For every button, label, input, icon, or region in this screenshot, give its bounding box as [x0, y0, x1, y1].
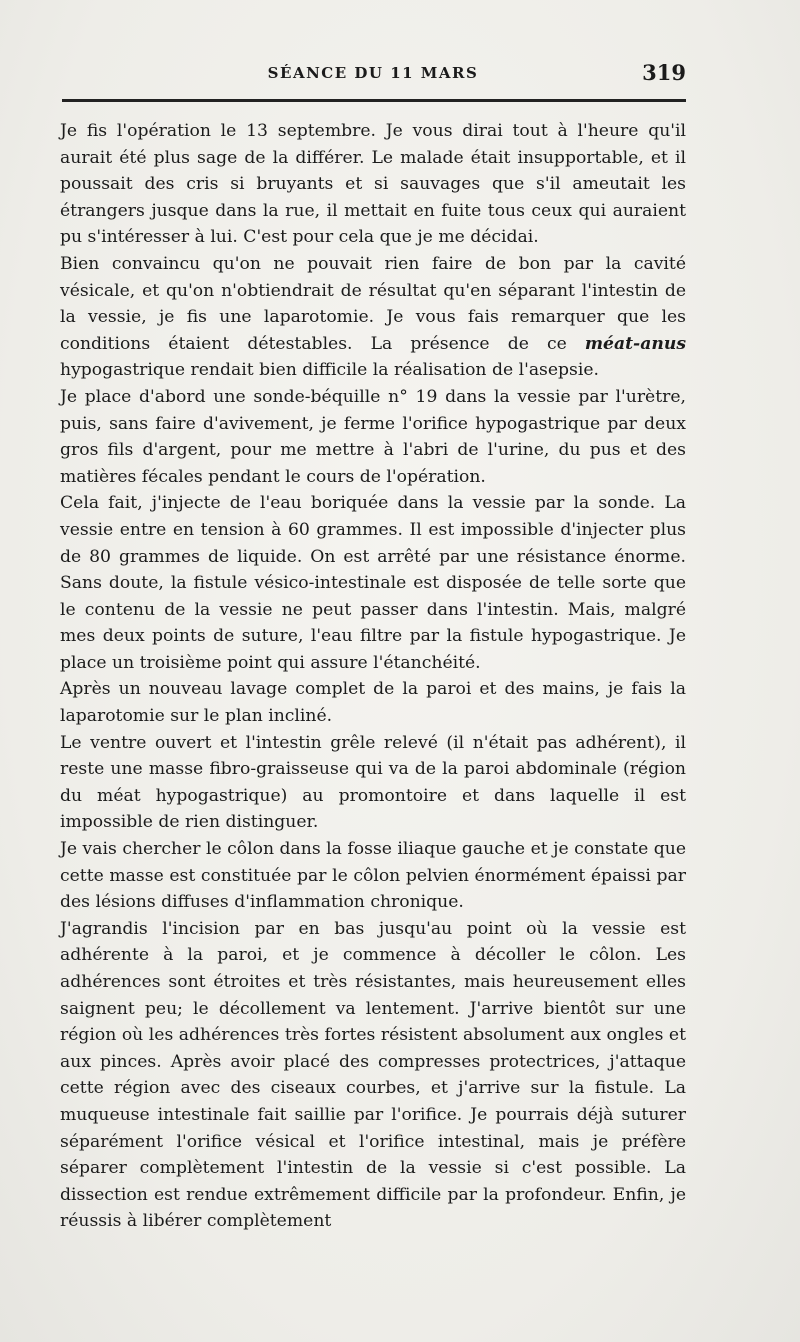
body-text — [60, 118, 686, 1235]
paragraph-4: Cela fait, j'injecte de l'eau boriquée dans la vessie par la sonde. La vessie entre en tension à 60 grammes. Il est impossible d'injecter plus de 80 grammes de liquide. On est arrêté par une résistance énorme. Sans doute, la fistule vésico-intestinale est disposée de telle sorte que le contenu de la vessie ne peut passer dans l'intestin. Mais, malgré mes deux points de suture, l'eau filtre par la fistule hypogastrique. Je place un troisième point qui assure l'étanchéité. — [60, 493, 686, 673]
paragraph-2-italic-term: méat-anus — [584, 333, 686, 354]
running-head — [60, 60, 686, 90]
running-title: SÉANCE DU 11 MARS — [267, 64, 479, 82]
paragraph-2-part-2: hypogastrique rendait bien difficile la réalisation de l'asepsie. — [60, 360, 600, 381]
page-number: 319 — [642, 60, 686, 85]
paragraph-7: Je vais chercher le côlon dans la fosse iliaque gauche et je constate que cette masse est constituée par le côlon pelvien énormément épaissi par des lésions diffuses d'inflammation chronique. — [60, 839, 686, 913]
paragraph-3: Je place d'abord une sonde-béquille n° 19 dans la vessie par l'urètre, puis, sans faire d'avivement, je ferme l'orifice hypogastrique par deux gros fils d'argent, pour me mettre à l'abri de l'urine, du pus et des matières fécales pendant le cours de l'opération. — [60, 386, 686, 487]
paragraph-8: J'agrandis l'incision par en bas jusqu'au point où la vessie est adhérente à la paroi, et je commence à décoller le côlon. Les adhérences sont étroites et très résistantes, mais heureusement elles saignent peu; le décollement va lentement. J'arrive bientôt sur une région où les adhérences très fortes résistent absolument aux ongles et aux pinces. Après avoir placé des compresses protectrices, j'attaque cette région avec des ciseaux courbes, et j'arrive sur la fistule. La muqueuse intestinale fait saillie par l'orifice. Je pourrais déjà suturer séparément l'orifice vésical et l'orifice intestinal, mais je préfère séparer complètement l'intestin de la vessie si c'est possible. La dissection est rendue extrêmement difficile par la profondeur. Enfin, je réussis à libérer complètement — [60, 918, 686, 1232]
paragraph-5: Après un nouveau lavage complet de la paroi et des mains, je fais la laparotomie sur le plan incliné. — [60, 679, 686, 727]
paragraph-6: Le ventre ouvert et l'intestin grêle relevé (il n'était pas adhérent), il reste une masse fibro-graisseuse qui va de la paroi abdominale (région du méat hypogastrique) au promontoire et dans laquelle il est impossible de rien distinguer. — [60, 732, 686, 833]
header-rule — [62, 99, 686, 102]
paragraph-1: Je fis l'opération le 13 septembre. Je vous dirai tout à l'heure qu'il aurait été plus sage de la différer. Le malade était insupportable, et il poussait des cris si bruyants et si sauvages que s'il ameutait les étrangers jusque dans la rue, il mettait en fuite tous ceux qui auraient pu s'intéresser à lui. C'est pour cela que je me décidai. — [60, 121, 686, 248]
paragraph-2 — [60, 251, 686, 384]
paragraph-2-part-1: Bien convaincu qu'on ne pouvait rien faire de bon par la cavité vésicale, et qu'on n'obtiendrait de résultat qu'en séparant l'intestin de la vessie, je fis une laparotomie. Je vous fais remarquer que les conditions étaient détestables. La présence de ce — [60, 253, 686, 354]
